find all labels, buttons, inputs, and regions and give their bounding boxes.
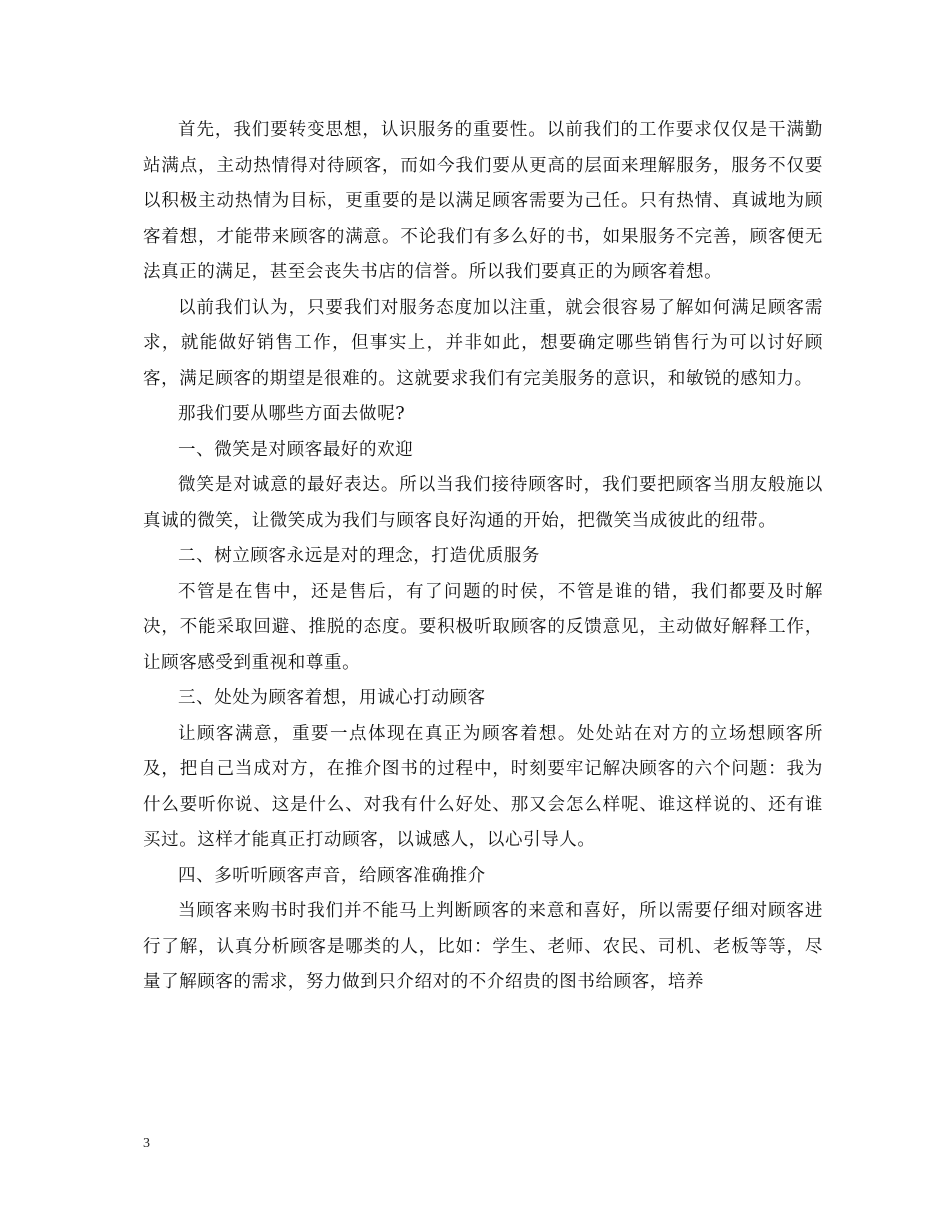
paragraph-sincerity: 让顾客满意，重要一点体现在真正为顾客着想。处处站在对方的立场想顾客所及，把自己当成对方，在推介图书的过程中，时刻要牢记解决顾客的六个问题：我为什么要听你说、这是什么、对我有什么好处、那又会怎么样呢、谁这样说的、还有谁买过。这样才能真正打动顾客，以诚感人，以心引导人。	[143, 723, 823, 850]
paragraph-service-mindset: 首先，我们要转变思想，认识服务的重要性。以前我们的工作要求仅仅是干满勤站满点，主动热情得对待顾客，而如今我们要从更高的层面来理解服务，服务不仅要以积极主动热情为目标，更重要的是以满足顾客需要为己任。只有热情、真诚地为顾客着想，才能带来顾客的满意。不论我们有多么好的书，如果服务不完善，顾客便无法真正的满足，甚至会丧失书店的信誉。所以我们要真正的为顾客着想。	[143, 120, 823, 282]
paragraph-question: 那我们要从哪些方面去做呢?	[178, 404, 406, 424]
paragraph-customer-right: 不管是在售中，还是售后，有了问题的时侯，不管是谁的错，我们都要及时解决，不能采取回避、推脱的态度。要积极听取顾客的反馈意见，主动做好解释工作，让顾客感受到重视和尊重。	[143, 581, 823, 673]
paragraph-past-belief: 以前我们认为，只要我们对服务态度加以注重，就会很容易了解如何满足顾客需求，就能做好销售工作，但事实上，并非如此，想要确定哪些销售行为可以讨好顾客，满足顾客的期望是很难的。这就要求我们有完美服务的意识，和敏锐的感知力。	[143, 297, 823, 389]
document-body	[143, 113, 823, 1001]
paragraph-smile: 微笑是对诚意的最好表达。所以当我们接待顾客时，我们要把顾客当朋友般施以真诚的微笑，让微笑成为我们与顾客良好沟通的开始，把微笑当成彼此的纽带。	[143, 475, 823, 531]
section-heading-2: 二、树立顾客永远是对的理念，打造优质服务	[178, 546, 540, 566]
page-number: 3	[143, 1136, 150, 1151]
section-heading-1: 一、微笑是对顾客最好的欢迎	[178, 439, 414, 460]
paragraph-listen: 当顾客来购书时我们并不能马上判断顾客的来意和喜好，所以需要仔细对顾客进行了解，认真分析顾客是哪类的人，比如：学生、老师、农民、司机、老板等等，尽量了解顾客的需求，努力做到只介绍对的不介绍贵的图书给顾客，培养	[143, 901, 823, 992]
section-heading-3: 三、处处为顾客着想，用诚心打动顾客	[178, 688, 486, 708]
section-heading-4: 四、多听听顾客声音，给顾客准确推介	[178, 865, 486, 886]
